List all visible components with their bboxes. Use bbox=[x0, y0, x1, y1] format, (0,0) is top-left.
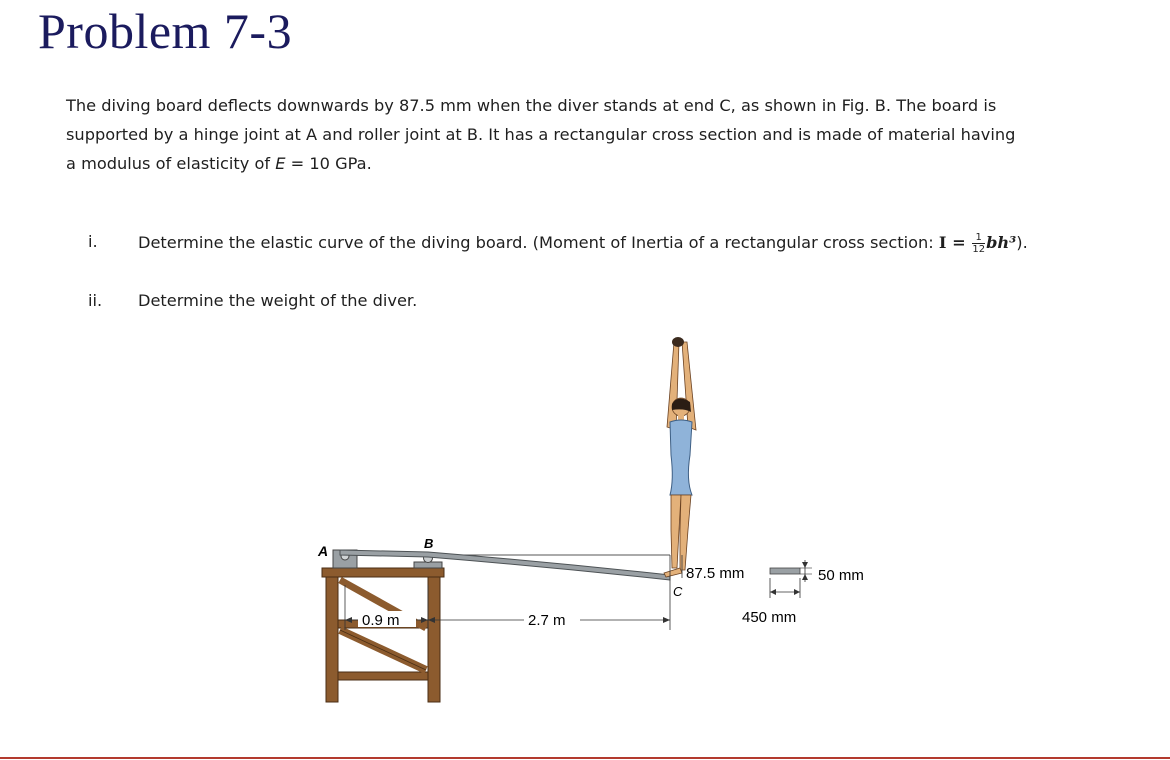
wooden-stand bbox=[322, 568, 444, 702]
statement-line-1: The diving board deflects downwards by 87.5 mm when the diver stands at end C, as shown in Fig. B. The board is bbox=[66, 96, 997, 115]
cross-section-diagram bbox=[742, 560, 864, 626]
label-point-b: B bbox=[424, 536, 434, 551]
deflection-label: 87.5 mm bbox=[686, 565, 745, 582]
question-number: i. bbox=[88, 232, 98, 251]
thickness-label: 50 mm bbox=[818, 567, 864, 584]
question-i bbox=[88, 232, 1148, 256]
bottom-divider bbox=[0, 757, 1170, 759]
question-ii bbox=[88, 291, 688, 315]
question-number: ii. bbox=[88, 291, 103, 310]
dimension-ab: 0.9 m bbox=[362, 612, 400, 629]
question-text: Determine the weight of the diver. bbox=[138, 291, 418, 310]
statement-line-2: supported by a hinge joint at A and roller joint at B. It has a rectangular cross section and is made of material having bbox=[66, 125, 1016, 144]
question-text: Determine the elastic curve of the diving board. (Moment of Inertia of a rectangular cross section: I = $\frac{1}{12}$ bh³). bbox=[138, 232, 1028, 255]
diver-figure bbox=[664, 337, 696, 577]
dimension-bc: 2.7 m bbox=[528, 612, 566, 629]
page-title: Problem 7-3 bbox=[38, 3, 293, 59]
statement-line-3: a modulus of elasticity of E = 10 GPa. bbox=[66, 154, 372, 173]
problem-statement bbox=[66, 91, 1116, 178]
width-label: 450 mm bbox=[742, 609, 797, 626]
label-point-c: C bbox=[673, 584, 683, 599]
diving-board-figure bbox=[300, 330, 900, 714]
label-point-a: A bbox=[318, 543, 329, 559]
